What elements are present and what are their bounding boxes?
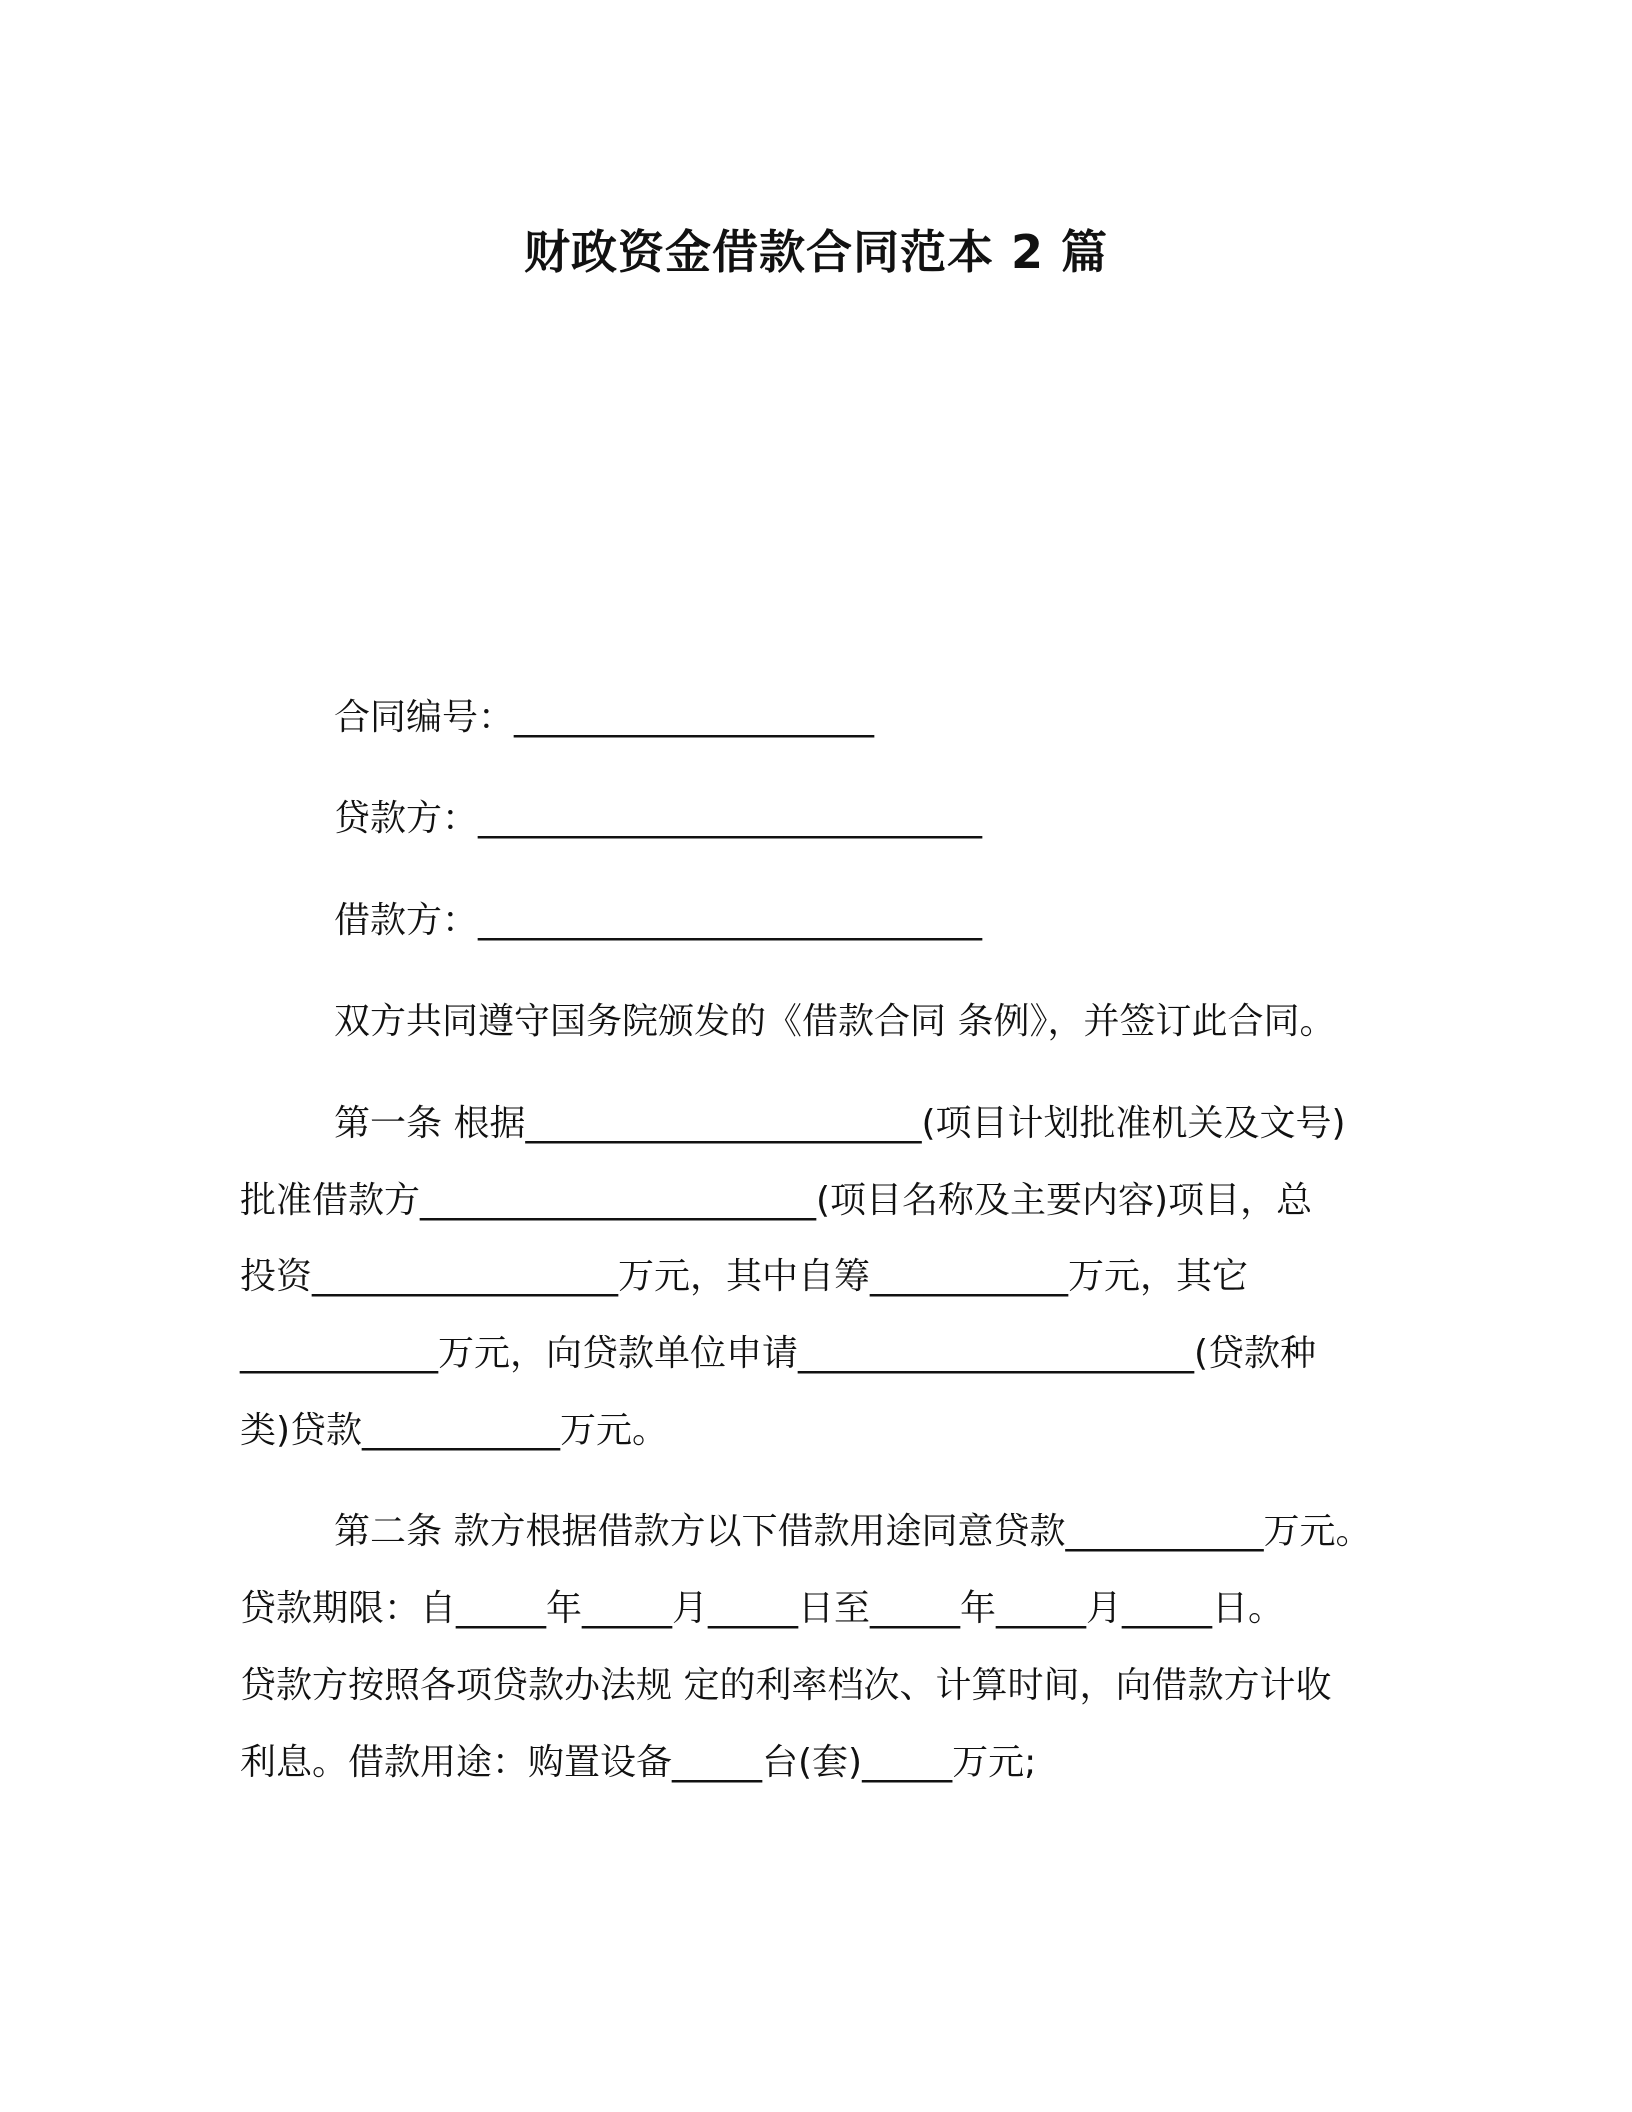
document-title: 财政资金借款合同范本 2 篇 (523, 225, 1109, 279)
article2-line: 贷款期限：自_____年_____月_____日至_____年_____月_____日。 (240, 1588, 1285, 1629)
lender-field: 贷款方：____________________________ (334, 798, 983, 839)
article1-line: 投资_________________万元，其中自筹___________万元，其它 (240, 1256, 1249, 1297)
borrower-field: 借款方：____________________________ (334, 900, 983, 941)
article1-line: ___________万元，向贷款单位申请______________________(贷款种 (240, 1333, 1317, 1374)
article1-line: 第一条 根据______________________(项目计划批准机关及文号) (334, 1103, 1346, 1144)
article1-line: 批准借款方______________________(项目名称及主要内容)项目，总 (240, 1180, 1313, 1221)
article2-line: 利息。借款用途：购置设备_____台(套)_____万元; (240, 1742, 1037, 1783)
contract-number-field: 合同编号：____________________ (334, 697, 875, 738)
article2-line: 第二条 款方根据借款方以下借款用途同意贷款___________万元。 (334, 1511, 1372, 1552)
article2-line: 贷款方按照各项贷款办法规 定的利率档次、计算时间，向借款方计收 (240, 1665, 1332, 1706)
preamble-paragraph: 双方共同遵守国务院颁发的《借款合同 条例》，并签订此合同。 (334, 1001, 1336, 1042)
article1-line: 类)贷款___________万元。 (240, 1410, 669, 1451)
